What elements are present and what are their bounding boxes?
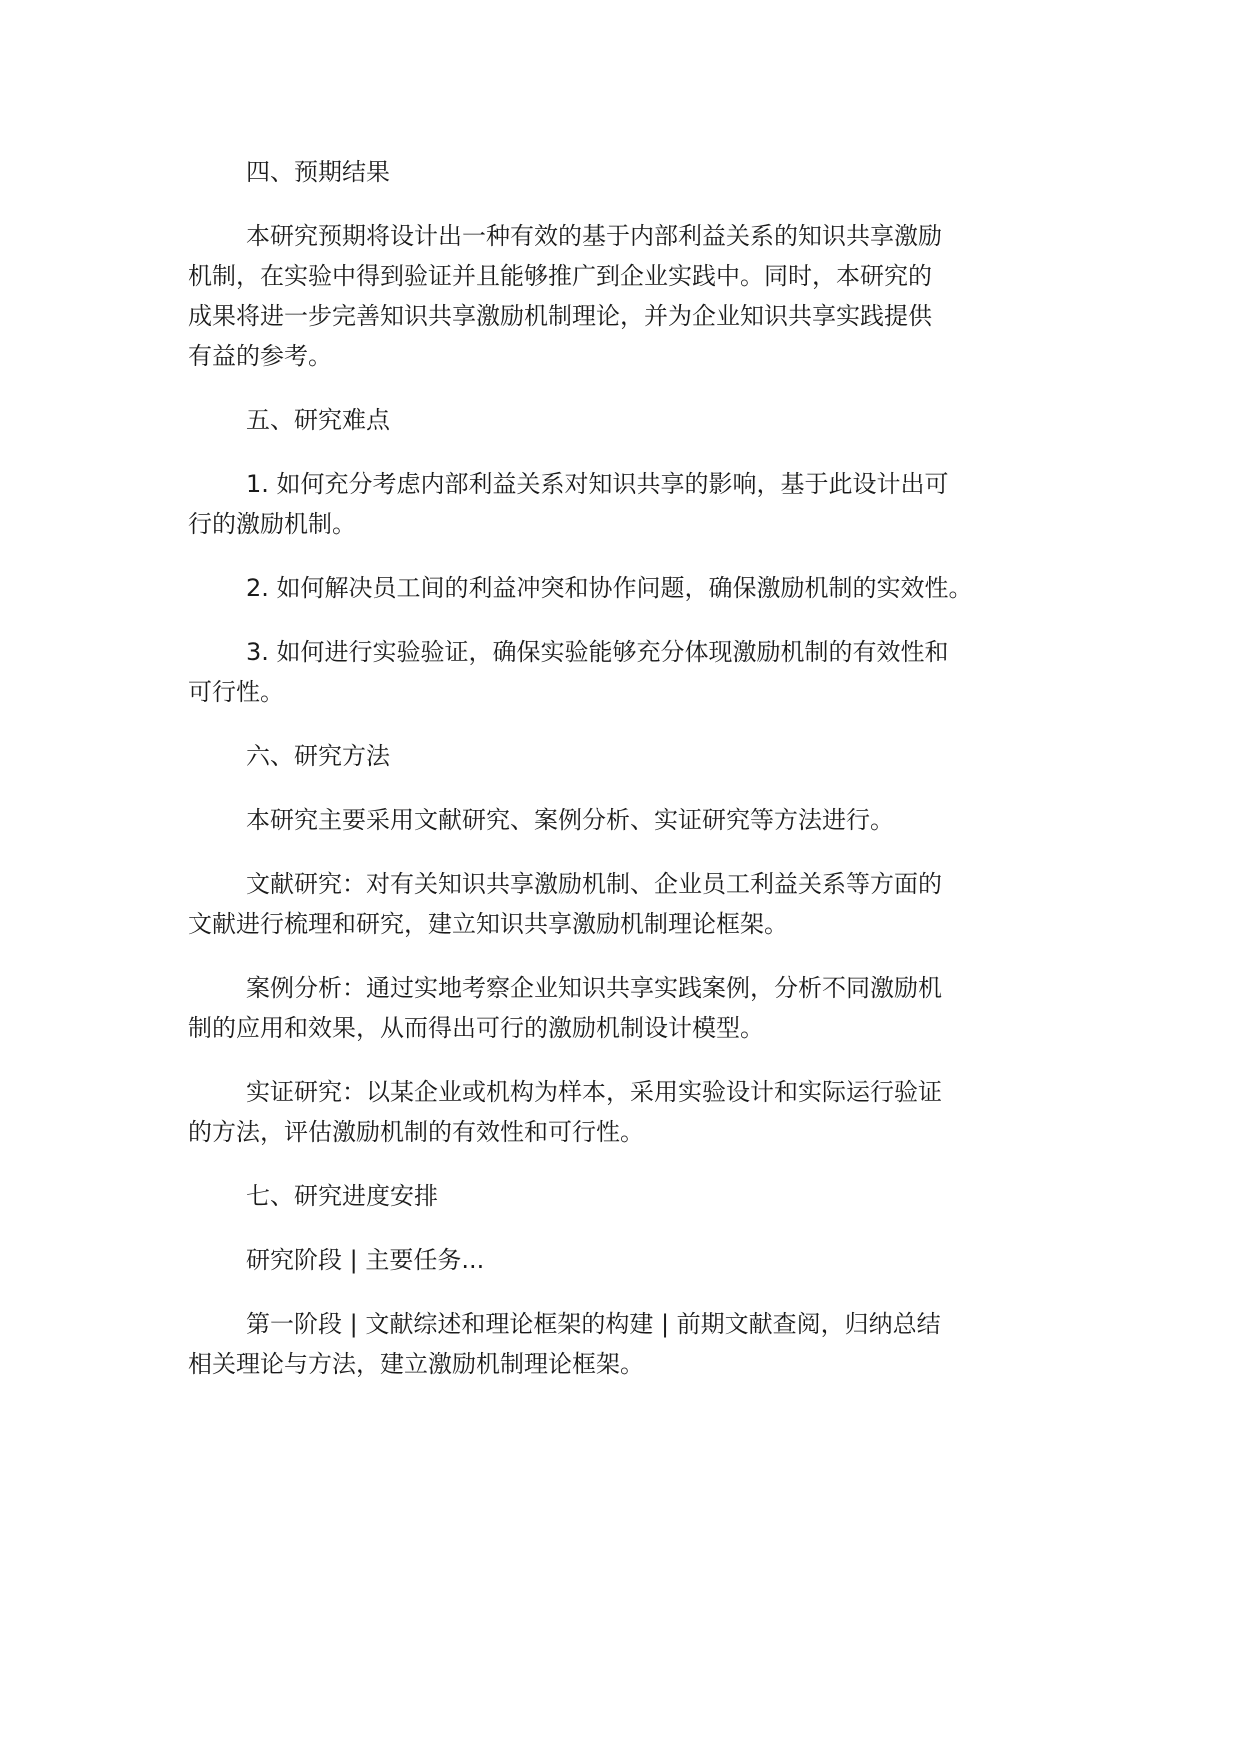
heading-line: 四、预期结果 <box>246 158 390 186</box>
paragraph-line: 制的应用和效果，从而得出可行的激励机制设计模型。 <box>188 1014 764 1042</box>
section-heading-schedule <box>188 1176 1068 1216</box>
paragraph-line: 2. 如何解决员工间的利益冲突和协作问题，确保激励机制的实效性。 <box>246 574 973 602</box>
paragraph-line: 文献研究：对有关知识共享激励机制、企业员工利益关系等方面的 <box>246 870 942 898</box>
paragraph-line: 研究阶段 | 主要任务... <box>246 1246 485 1274</box>
paragraph-line: 的方法，评估激励机制的有效性和可行性。 <box>188 1118 644 1146</box>
paragraph-schedule-header <box>188 1240 1068 1280</box>
paragraph-difficulty-3 <box>188 632 1068 712</box>
paragraph-line: 相关理论与方法，建立激励机制理论框架。 <box>188 1350 644 1378</box>
paragraph-line: 实证研究：以某企业或机构为样本，采用实验设计和实际运行验证 <box>246 1078 942 1106</box>
paragraph-line: 第一阶段 | 文献综述和理论框架的构建 | 前期文献查阅，归纳总结 <box>246 1310 941 1338</box>
paragraph-empirical-research <box>188 1072 1068 1152</box>
paragraph-line: 1. 如何充分考虑内部利益关系对知识共享的影响，基于此设计出可 <box>246 470 949 498</box>
paragraph-line: 行的激励机制。 <box>188 510 356 538</box>
paragraph-line: 本研究预期将设计出一种有效的基于内部利益关系的知识共享激励 <box>246 222 942 250</box>
heading-line: 七、研究进度安排 <box>246 1182 438 1210</box>
section-heading-expected-results <box>188 152 1068 192</box>
heading-line: 五、研究难点 <box>246 406 390 434</box>
heading-line: 六、研究方法 <box>246 742 390 770</box>
paragraph-line: 可行性。 <box>188 678 284 706</box>
section-heading-methods <box>188 736 1068 776</box>
document-body <box>188 152 1068 1408</box>
paragraph-line: 案例分析：通过实地考察企业知识共享实践案例，分析不同激励机 <box>246 974 942 1002</box>
paragraph-line: 本研究主要采用文献研究、案例分析、实证研究等方法进行。 <box>246 806 894 834</box>
paragraph-case-analysis <box>188 968 1068 1048</box>
paragraph-line: 有益的参考。 <box>188 342 332 370</box>
paragraph-schedule-stage-1 <box>188 1304 1068 1384</box>
paragraph-difficulty-1 <box>188 464 1068 544</box>
paragraph-line: 文献进行梳理和研究，建立知识共享激励机制理论框架。 <box>188 910 788 938</box>
paragraph-methods-intro <box>188 800 1068 840</box>
paragraph-line: 成果将进一步完善知识共享激励机制理论，并为企业知识共享实践提供 <box>188 302 932 330</box>
paragraph-expected-results <box>188 216 1068 376</box>
section-heading-difficulties <box>188 400 1068 440</box>
paragraph-line: 机制，在实验中得到验证并且能够推广到企业实践中。同时，本研究的 <box>188 262 932 290</box>
paragraph-difficulty-2 <box>188 568 1068 608</box>
paragraph-literature-research <box>188 864 1068 944</box>
paragraph-line: 3. 如何进行实验验证，确保实验能够充分体现激励机制的有效性和 <box>246 638 949 666</box>
